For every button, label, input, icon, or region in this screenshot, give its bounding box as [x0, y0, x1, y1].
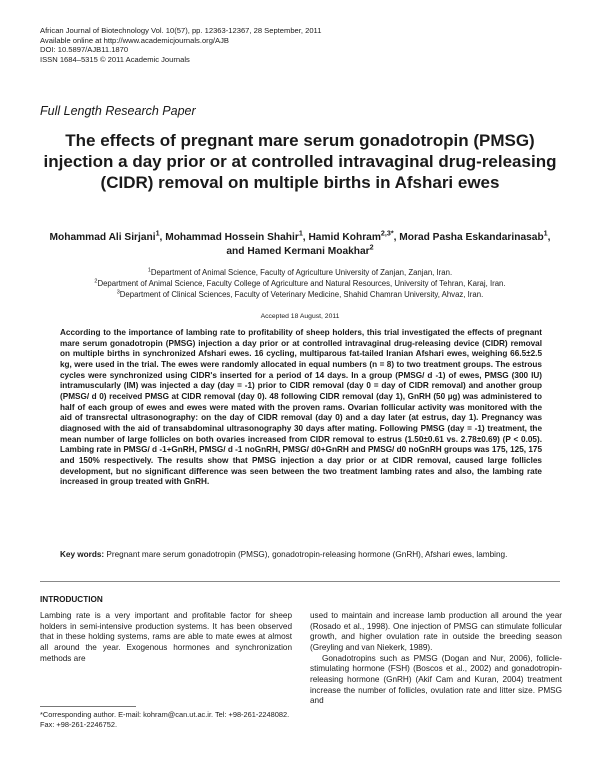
keywords: [60, 550, 542, 561]
accepted-date: Accepted 18 August, 2011: [260, 313, 340, 320]
author-name: Morad Pasha Eskandarinasab: [399, 232, 544, 243]
journal-url: Available online at http://www.academicjournals.org/AJB: [40, 35, 229, 45]
author-affil-sup: 2: [369, 243, 374, 252]
section-divider: [40, 581, 560, 582]
journal-header: [40, 26, 321, 64]
corresponding-author-footnote: *Corresponding author. E-mail: kohram@can.ut.ac.ir. Tel: +98-261-2248082. Fax: +98-261-2246752.: [40, 710, 290, 730]
author-affil-sup: 2,3*: [380, 229, 394, 238]
left-column: [40, 611, 292, 664]
intro-paragraph: Gonadotropins such as PMSG (Dogan and Nur, 2006), follicle-stimulating hormone (FSH) (Boscos et al., 2002) and gonadotropin-releasing hormone (GnRH) (Akif Cam and Kuran, 2004) treatment increase the number of follicles, ovulation rate and litter size. PMSG and: [310, 653, 562, 706]
corresponding-author-mark: *: [390, 229, 394, 238]
affiliations: [40, 267, 560, 300]
journal-citation: African Journal of Biotechnology Vol. 10(57), pp. 12363-12367, 28 September, 2011: [40, 26, 322, 35]
affiliation: $^2$Department of Animal Science, Faculty College of Agriculture and Natural Resources, University of Tehran, Karaj, Iran.: [94, 278, 506, 288]
affiliation: $^3$Department of Clinical Sciences, Faculty of Veterinary Medicine, Shahid Chamran University, Ahvaz, Iran.: [116, 289, 484, 299]
abstract: According to the importance of lambing rate to profitability of sheep holders, this trial investigated the effects of pregnant mare serum gonadotropin (PMSG) injection a day prior or at controlled intravaginal drug-releasing device (CIDR) removal on multiple births in synchronized Afshari ewes. 16 cycling, multiparous fat-tailed Iranian Afshari ewes, weighing 66.5±2.5 kg, were used in the trial. The ewes were randomly allocated in equal numbers (n = 8) to two treatment groups. The estrous cycles were synchronized using CIDR's inserted for a period of 14 days. In a group (PMSG/ d -1) of ewes, PMSG (300 IU) intramuscularly (IM) was injected a day (day = -1) prior to CIDR removal (day 0 = day of CIDR removal) and another group (PMSG/ d 0) received PMSG at CIDR removal (day 0). 48 following CIDR removal (day 1), GnRH (50 µg) was administered to half of each group of ewes and ewes were mated with the proven rams. Ovarian follicular activity was monitored with the aid of transrectal ultrasonography: on the day of CIDR removal (day 0) and a day later (at estrus, day 1). Pregnancy was diagnosed with the aid of transabdominal ultrasonography 30 days after mating. Following PMSG (day = -1) treatment, the mean number of large follicles on both ovaries increased from CIDR removal to estrus (1.50±0.61 vs. 2.78±0.69) (P < 0.05). Lambing rate in PMSG/ d -1+GnRH, PMSG/ d -1 noGnRH, PMSG/ d0+GnRH and PMSG/ d0 noGnRH groups was 175, 125, 175 and 150% respectively. The results show that PMSG injection a day prior or at CIDR removal, caused large follicles development, but no significant difference was seen between the two treatment lambing rates and also, the lambing rate increased in group treated with GnRH.: [60, 328, 542, 487]
keywords-label: Key words:: [60, 550, 105, 559]
author-list: Mohammad Ali Sirjani$^1$, Mohammad Hossein Shahir$^1$, Hamid Kohram$^{2,3*}$, Morad Pasha Eskandarinasab$^1$, and Hamed Kermani Moakhar$^2$: [49, 229, 551, 257]
paper-title: The effects of pregnant mare serum gonadotropin (PMSG) injection a day prior or at controlled intravaginal drug-releasing (CIDR) removal on multiple births in Afshari ewes: [43, 131, 557, 192]
introduction-heading: INTRODUCTION: [40, 595, 103, 604]
author-affil-sup: 1: [298, 229, 303, 238]
intro-paragraph: used to maintain and increase lamb production all around the year (Rosado et al., 1998). One injection of PMSG can stimulate follicular growth, and higher ovulation rate in outside the breeding season (Greyling and van Niekerk, 1989).: [310, 611, 562, 652]
author-name: Hamed Kermani Moakhar: [247, 246, 370, 257]
keywords-text: Pregnant mare serum gonadotropin (PMSG), gonadotropin-releasing hormone (GnRH), Afshari ewes, lambing.: [106, 550, 508, 559]
affiliation: $^1$Department of Animal Science, Faculty of Agriculture University of Zanjan, Zanjan, Iran.: [147, 267, 453, 277]
author-name: Mohammad Ali Sirjani: [49, 232, 156, 243]
author-name: Hamid Kohram: [308, 232, 381, 243]
journal-doi: DOI: 10.5897/AJB11.1870: [40, 45, 129, 55]
journal-issn: ISSN 1684–5315 © 2011 Academic Journals: [40, 54, 190, 64]
author-name: Mohammad Hossein Shahir: [165, 232, 299, 243]
author-affil-sup: 1: [543, 229, 548, 238]
paper-type: Full Length Research Paper: [40, 104, 196, 118]
right-column: [310, 611, 562, 707]
intro-paragraph: Lambing rate is a very important and profitable factor for sheep holders in semi-intensive production systems. It has been observed that in these holding systems, rams are able to mate ewes at almost all around the year. Exogenous hormones and synchronization methods are: [40, 611, 292, 663]
author-affil-sup: 1: [155, 229, 160, 238]
footnote-divider: [40, 706, 136, 707]
